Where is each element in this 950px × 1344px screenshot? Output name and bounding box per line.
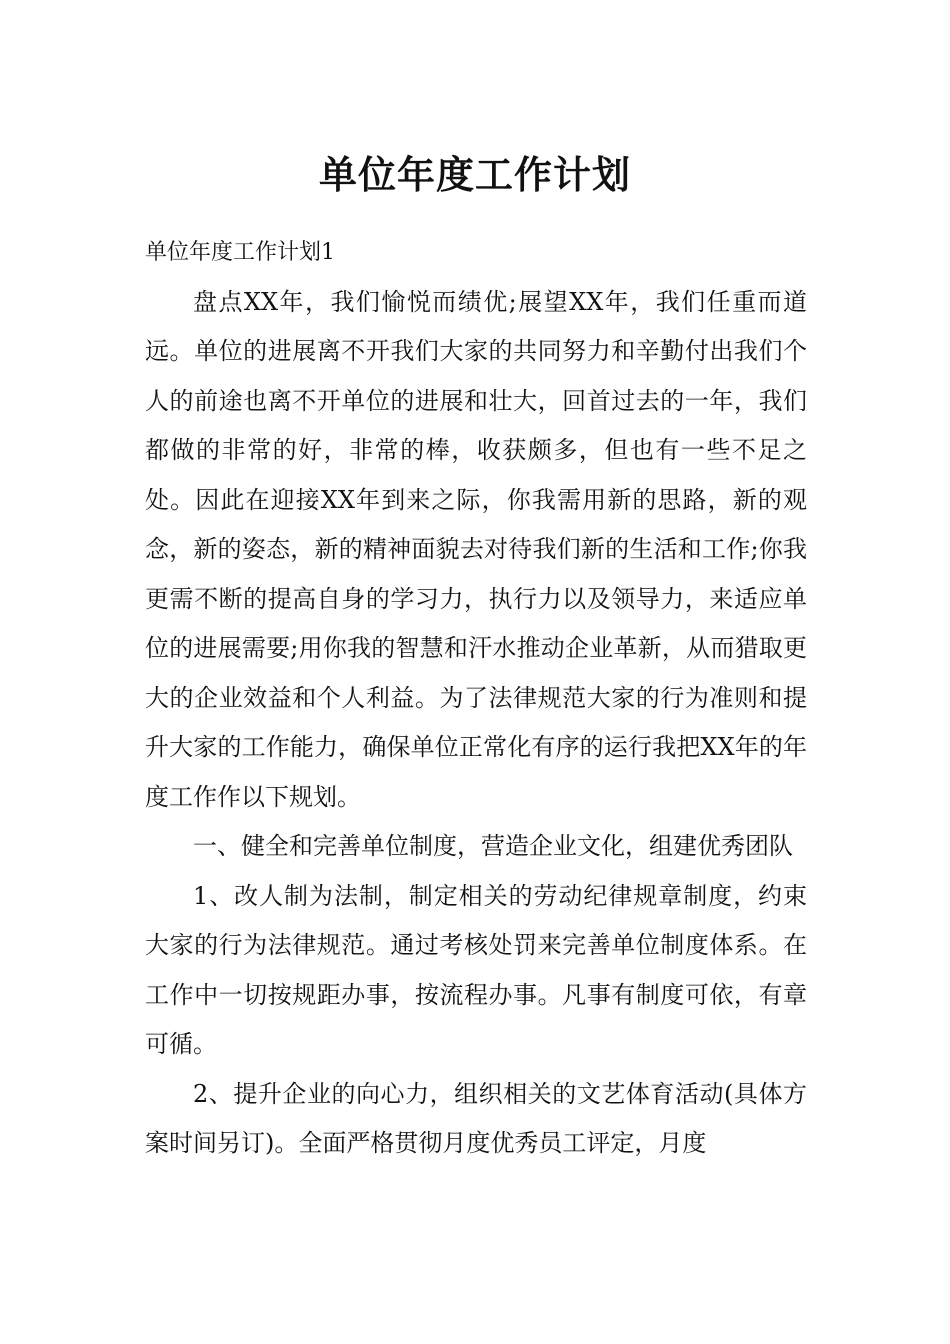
section-heading: 单位年度工作计划1: [145, 240, 335, 265]
paragraph-item-one: 1、改人制为法制，制定相关的劳动纪律规章制度，约束大家的行为法律规范。通过考核处罚来完善单位制度体系。在工作中一切按规距办事，按流程办事。凡事有制度可依，有章可循。: [145, 881, 807, 1058]
paragraph-item-two: 2、提升企业的向心力，组织相关的文艺体育活动(具体方案时间另订)。全面严格贯彻月度优秀员工评定，月度: [145, 1079, 807, 1157]
document-body: [145, 228, 807, 1169]
document-title: 单位年度工作计划: [318, 153, 631, 198]
paragraph-intro: 盘点XX年，我们愉悦而绩优;展望XX年，我们任重而道远。单位的进展离不开我们大家的共同努力和辛勤付出我们个人的前途也离不开单位的进展和壮大，回首过去的一年，我们都做的非常的好，非常的棒，收获颇多，但也有一些不足之处。因此在迎接XX年到来之际，你我需用新的思路，新的观念，新的姿态，新的精神面貌去对待我们新的生活和工作;你我更需不断的提高自身的学习力，执行力以及领导力，来适应单位的进展需要;用你我的智慧和汗水推动企业革新，从而猎取更大的企业效益和个人利益。为了法律规范大家的行为准则和提升大家的工作能力，确保单位正常化有序的运行我把XX年的年度工作作以下规划。: [145, 287, 807, 811]
paragraph-section-one-heading: 一、健全和完善单位制度，营造企业文化，组建优秀团队: [193, 832, 793, 860]
